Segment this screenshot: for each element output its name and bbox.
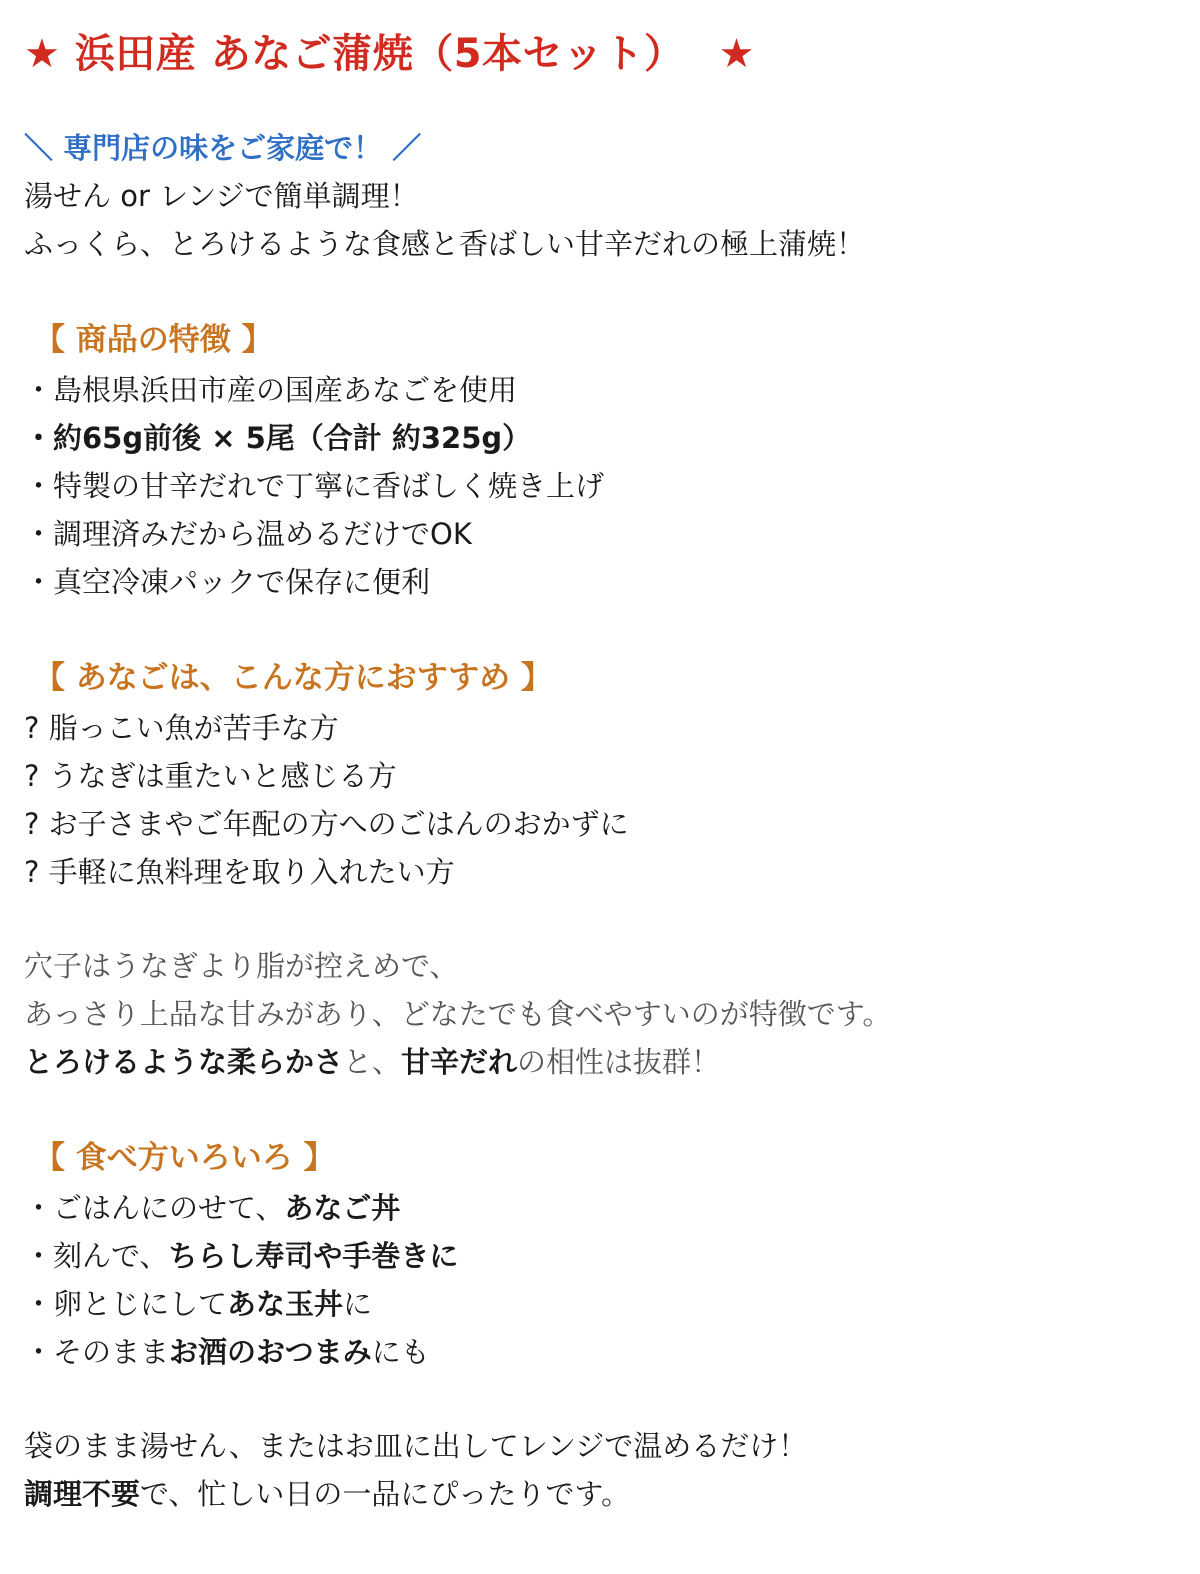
closing-line: [24, 1470, 1200, 1518]
recommend-item: ? うなぎは重たいと感じる方: [24, 759, 397, 793]
way-text: ・そのまま: [24, 1335, 170, 1369]
way-text: ・ごはんにのせて、: [24, 1191, 285, 1225]
about-line: 穴子はうなぎより脂が控えめで、: [24, 949, 459, 983]
about-line: あっさり上品な甘みがあり、どなたでも食べやすいのが特徴です。: [24, 997, 892, 1031]
recommend-section: [24, 652, 1200, 896]
ways-section: [24, 1132, 1200, 1376]
feature-item: ・調理済みだから温めるだけでOK: [24, 517, 472, 551]
section-heading: 【 あなごは、こんな方におすすめ 】: [34, 660, 552, 696]
star-icon: ★: [24, 31, 61, 77]
tagline: ＼ 専門店の味をご家庭で！ ／: [24, 131, 422, 165]
emphasis-text: とろけるような柔らかさ: [24, 1045, 344, 1079]
way-text: にも: [371, 1335, 430, 1369]
closing-text: で、忙しい日の一品にぴったりです。: [140, 1477, 631, 1511]
way-text: に: [343, 1287, 373, 1321]
emphasis-text: 甘辛だれ: [401, 1045, 518, 1079]
feature-item: ・約65g前後 × 5尾（合計 約325g）: [24, 421, 532, 455]
emphasis-text: お酒のおつまみ: [169, 1335, 372, 1369]
emphasis-text: あなご丼: [284, 1191, 401, 1225]
emphasis-text: ちらし寿司や手巻きに: [168, 1239, 459, 1273]
recommend-item: ? 脂っこい魚が苦手な方: [24, 711, 339, 745]
about-line: [24, 1038, 1200, 1086]
feature-item: ・島根県浜田市産の国産あなごを使用: [24, 373, 518, 407]
closing-section: [24, 1422, 1200, 1518]
product-title-text: 浜田産 あなご蒲焼（5本セット）: [74, 31, 685, 77]
product-title: [24, 28, 1200, 80]
emphasis-text: あな玉丼: [227, 1287, 344, 1321]
emphasis-text: 調理不要: [24, 1477, 141, 1511]
features-section: [24, 314, 1200, 606]
about-section: [24, 942, 1200, 1086]
way-text: ・卵とじにして: [24, 1287, 228, 1321]
way-text: ・刻んで、: [24, 1239, 169, 1273]
way-item: [24, 1232, 1200, 1280]
section-heading: 【 食べ方いろいろ 】: [34, 1140, 335, 1176]
intro-line: ふっくら、とろけるような食感と香ばしい甘辛だれの極上蒲焼！: [24, 227, 866, 261]
section-heading: 【 商品の特徴 】: [34, 322, 273, 358]
recommend-item: ? お子さまやご年配の方へのごはんのおかずに: [24, 807, 629, 841]
way-item: [24, 1328, 1200, 1376]
about-text: と、: [343, 1045, 402, 1079]
intro-section: [24, 124, 1200, 268]
feature-item: ・特製の甘辛だれで丁寧に香ばしく焼き上げ: [24, 469, 605, 503]
way-item: [24, 1184, 1200, 1232]
recommend-item: ? 手軽に魚料理を取り入れたい方: [24, 855, 455, 889]
star-icon: ★: [718, 31, 755, 77]
closing-line: 袋のまま湯せん、またはお皿に出してレンジで温めるだけ！: [24, 1429, 808, 1463]
intro-line: 湯せん or レンジで簡単調理！: [24, 179, 419, 213]
way-item: [24, 1280, 1200, 1328]
about-text: の相性は抜群！: [517, 1045, 721, 1079]
feature-item: ・真空冷凍パックで保存に便利: [24, 565, 431, 599]
